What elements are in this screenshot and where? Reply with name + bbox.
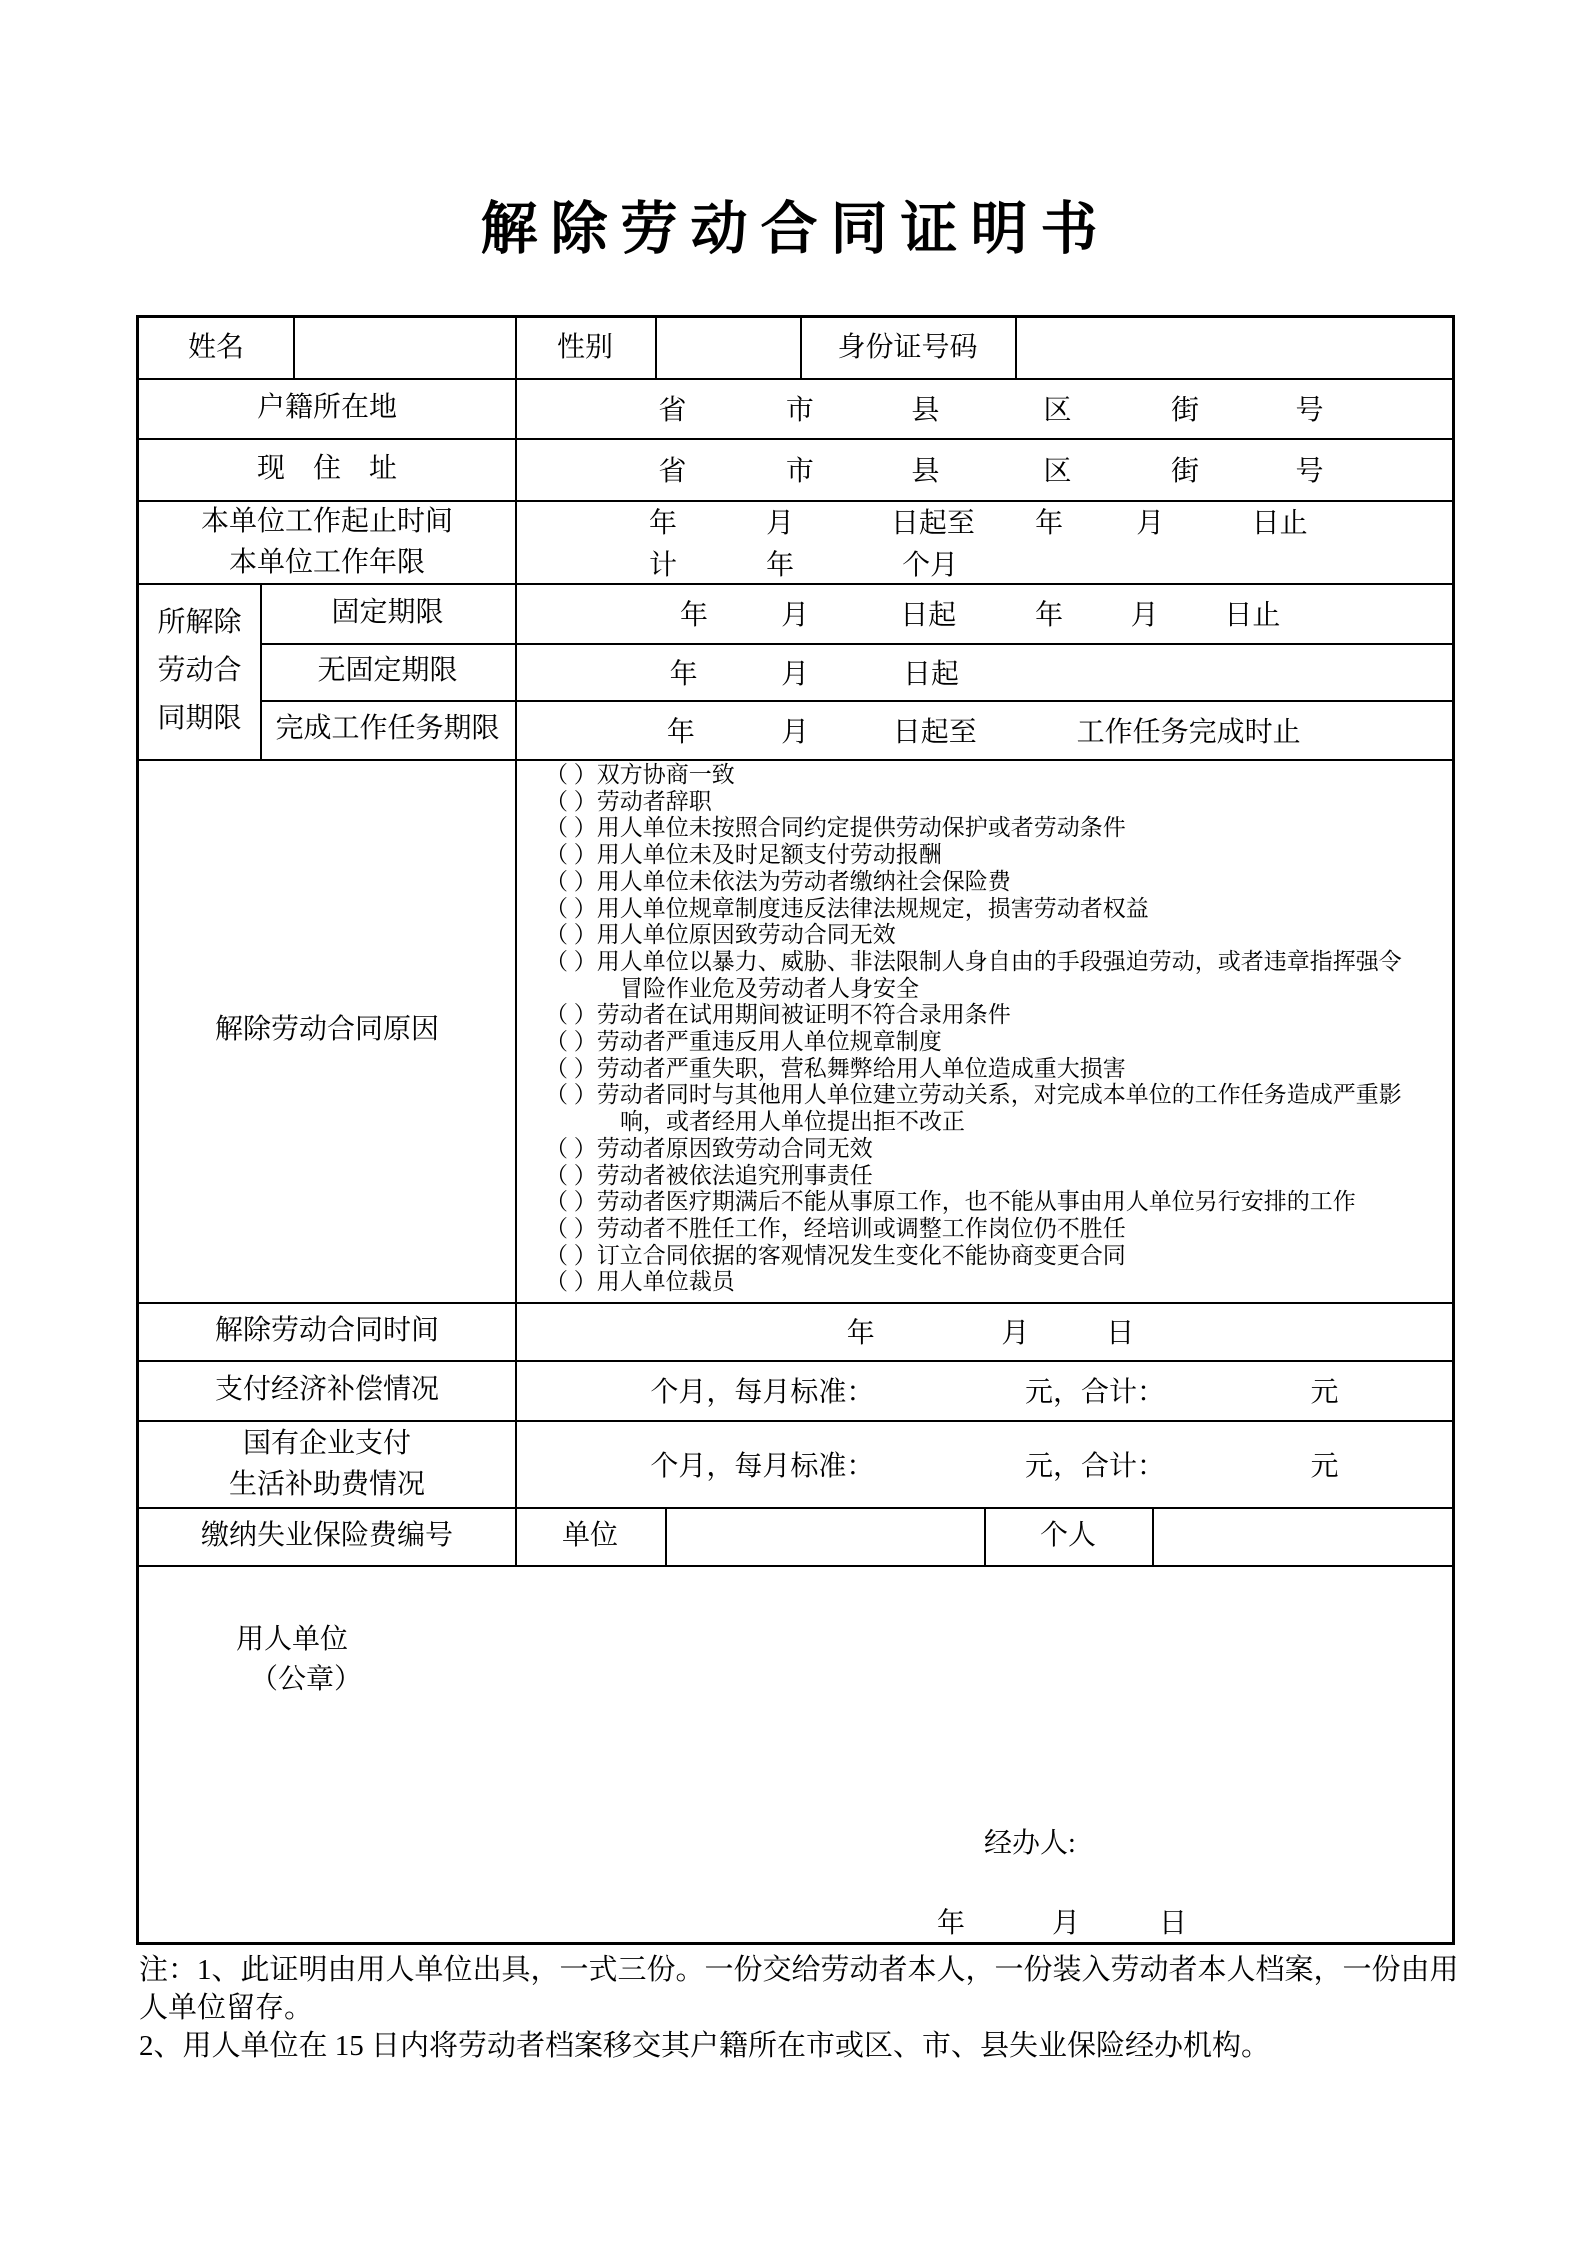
termination-time-token: 日 (1106, 1318, 1135, 1349)
reason-line: （ ）双方协商一致 (545, 762, 735, 787)
work-period-token: 年 (1035, 508, 1064, 539)
compensation-value (515, 1360, 1452, 1420)
fixed-term-token: 日止 (1224, 600, 1281, 631)
id-number-value-blank (1015, 318, 1452, 378)
residence-value (515, 378, 1452, 438)
reason-line: （ ）劳动者辞职 (545, 788, 712, 814)
gender-label: 性别 (556, 331, 613, 363)
address-token: 街 (1170, 456, 1199, 487)
note-line: 2、用人单位在 15 日内将劳动者档案移交其户籍所在市或区、市、县失业保险经办机构。 (139, 2030, 1271, 2062)
compensation-segment: 个月，每月标准： (650, 1377, 875, 1408)
reason-line: （ ）劳动者严重违反用人单位规章制度 (545, 1029, 942, 1055)
open-term-token: 日起 (903, 658, 960, 690)
address-token: 市 (785, 456, 814, 487)
open-term-value (515, 643, 1452, 700)
service-years-token: 个月 (902, 549, 959, 581)
reasons-list (515, 759, 1452, 1302)
fixed-term-label: 固定期限 (331, 596, 444, 628)
work-period-token: 月 (766, 508, 795, 539)
open-term-token: 月 (781, 658, 810, 690)
compensation-label: 支付经济补偿情况 (214, 1373, 439, 1405)
termination-time-label: 解除劳动合同时间 (214, 1314, 439, 1346)
handler-label: 经办人: (984, 1828, 1076, 1859)
reasons-label: 解除劳动合同原因 (214, 1014, 439, 1046)
work-period-value (515, 500, 1452, 583)
subsidy-segment: 元，合计： (1024, 1450, 1166, 1482)
reason-line: （ ）劳动者严重失职，营私舞弊给用人单位造成重大损害 (545, 1055, 1126, 1081)
fixed-term-token: 月 (1130, 600, 1159, 631)
document-title: 解除劳动合同证明书 (480, 198, 1111, 261)
reason-line: （ ）用人单位未及时足额支付劳动报酬 (545, 842, 942, 868)
service-years-token: 年 (766, 549, 795, 581)
compensation-segment: 元，合计： (1024, 1377, 1166, 1408)
address-label: 现 住 址 (256, 452, 397, 484)
subsidy-value (515, 1420, 1452, 1507)
id-number-label: 身份证号码 (837, 331, 978, 363)
signature-date-token: 月 (1052, 1908, 1081, 1939)
service-years-token: 计 (649, 549, 678, 581)
subsidy-segment: 元 (1310, 1450, 1339, 1482)
work-period-token: 日起至 (890, 508, 975, 539)
gender-value-blank (655, 318, 800, 378)
signature-area (139, 1565, 1452, 1942)
address-token: 省 (658, 456, 687, 487)
task-term-value (515, 700, 1452, 759)
fixed-term-token: 年 (1035, 600, 1064, 631)
contract-term-label-line: 同期限 (157, 703, 242, 734)
residence-label: 户籍所在地 (256, 391, 397, 423)
name-label: 姓名 (187, 331, 244, 363)
reason-line: （ ）劳动者不胜任工作，经培训或调整工作岗位仍不胜任 (545, 1215, 1126, 1241)
contract-term-label-line: 所解除 (157, 607, 242, 638)
fixed-term-token: 月 (781, 600, 810, 631)
reason-line: （ ）劳动者原因致劳动合同无效 (545, 1135, 873, 1161)
address-token: 区 (1043, 456, 1072, 487)
task-term-token: 工作任务完成时止 (1076, 716, 1301, 748)
reason-line: （ ）用人单位裁员 (545, 1269, 735, 1295)
reason-line: （ ）用人单位原因致劳动合同无效 (545, 922, 896, 948)
insurance-personal-value-blank (1152, 1507, 1452, 1565)
subsidy-label (139, 1420, 515, 1507)
task-term-token: 日起至 (892, 716, 977, 748)
work-period-label-line2: 本单位工作年限 (228, 546, 425, 578)
termination-time-token: 年 (846, 1318, 875, 1349)
termination-time-value (515, 1302, 1452, 1360)
address-value (515, 438, 1452, 500)
reason-line: （ ）劳动者医疗期满后不能从事原工作，也不能从事由用人单位另行安排的工作 (545, 1189, 1356, 1215)
form-table (136, 315, 1455, 1945)
insurance-personal-label: 个人 (1039, 1519, 1096, 1551)
note-line: 人单位留存。 (139, 1992, 314, 2024)
open-term-label: 无固定期限 (317, 655, 458, 687)
address-token: 号 (1295, 456, 1324, 487)
reason-line: （ ）劳动者同时与其他用人单位建立劳动关系，对完成本单位的工作任务造成严重影 (545, 1082, 1402, 1108)
fixed-term-token: 日起 (900, 600, 957, 631)
reason-line: 响，或者经用人单位提出拒不改正 (620, 1109, 965, 1135)
subsidy-label-line1: 国有企业支付 (242, 1427, 411, 1459)
footer-notes (139, 1951, 1499, 2065)
reason-line: （ ）用人单位规章制度违反法律法规规定，损害劳动者权益 (545, 895, 1149, 921)
work-period-token: 日止 (1251, 508, 1308, 539)
open-term-token: 年 (669, 658, 698, 690)
fixed-term-token: 年 (679, 600, 708, 631)
subsidy-label-line2: 生活补助费情况 (228, 1468, 425, 1500)
employer-label: 用人单位 (236, 1624, 349, 1655)
residence-token: 县 (911, 395, 940, 426)
note-line: 注：1、此证明由用人单位出具，一式三份。一份交给劳动者本人，一份装入劳动者本人档案，一份由用 (139, 1954, 1459, 1986)
task-term-label: 完成工作任务期限 (275, 713, 500, 745)
reason-line: （ ）劳动者被依法追究刑事责任 (545, 1162, 873, 1188)
official-seal-label: （公章） (250, 1664, 363, 1695)
residence-token: 区 (1043, 395, 1072, 426)
reason-line: （ ）用人单位以暴力、威胁、非法限制人身自由的手段强迫劳动，或者违章指挥强令 (545, 948, 1402, 974)
signature-date-token: 年 (937, 1908, 966, 1939)
task-term-token: 月 (781, 716, 810, 748)
contract-term-label (139, 583, 260, 759)
residence-token: 市 (785, 395, 814, 426)
work-period-token: 年 (649, 508, 678, 539)
work-period-label-line1: 本单位工作起止时间 (200, 505, 453, 537)
termination-time-token: 月 (1001, 1318, 1030, 1349)
insurance-unit-label: 单位 (561, 1519, 618, 1551)
reason-line: （ ）用人单位未依法为劳动者缴纳社会保险费 (545, 868, 1011, 894)
insurance-unit-value-blank (665, 1507, 984, 1565)
reason-line: 冒险作业危及劳动者人身安全 (620, 975, 919, 1001)
reason-line: （ ）劳动者在试用期间被证明不符合录用条件 (545, 1002, 1011, 1028)
work-period-label (139, 500, 515, 583)
address-token: 县 (911, 456, 940, 487)
insurance-number-label: 缴纳失业保险费编号 (200, 1519, 453, 1551)
signature-date-token: 日 (1159, 1908, 1188, 1939)
fixed-term-value (515, 583, 1452, 643)
reason-line: （ ）订立合同依据的客观情况发生变化不能协商变更合同 (545, 1242, 1126, 1268)
subsidy-segment: 个月，每月标准： (650, 1450, 875, 1482)
residence-token: 街 (1170, 395, 1199, 426)
residence-token: 省 (658, 395, 687, 426)
compensation-segment: 元 (1310, 1377, 1339, 1408)
residence-token: 号 (1295, 395, 1324, 426)
contract-term-label-line: 劳动合 (157, 655, 242, 686)
work-period-token: 月 (1136, 508, 1165, 539)
task-term-token: 年 (666, 716, 695, 748)
name-value-blank (293, 318, 515, 378)
reason-line: （ ）用人单位未按照合同约定提供劳动保护或者劳动条件 (545, 815, 1126, 841)
